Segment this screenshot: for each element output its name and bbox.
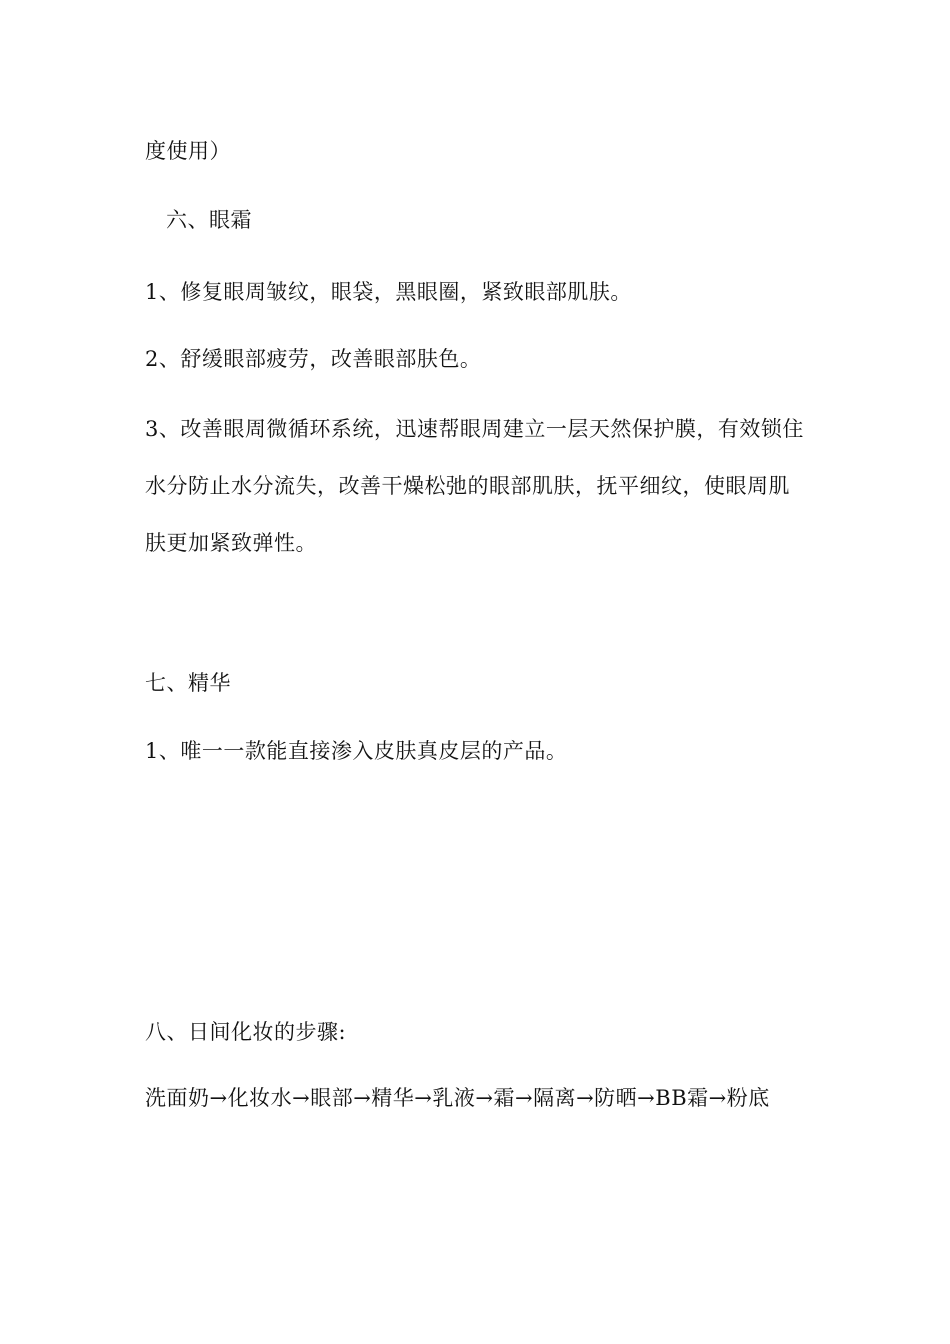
section-7-item-1: 1、唯一一款能直接渗入皮肤真皮层的产品。: [145, 739, 568, 763]
section-8-heading: 八、日间化妆的步骤:: [145, 1020, 347, 1044]
section-6-item-2: 2、舒缓眼部疲劳，改善眼部肤色。: [145, 347, 482, 371]
section-6-item-3: 3、改善眼周微循环系统，迅速帮眼周建立一层天然保护膜，有效锁住水分防止水分流失，改善干燥松弛的眼部肌肤，抚平细纹，使眼周肌肤更加紧致弹性。: [145, 417, 804, 555]
continuation-text: 度使用）: [145, 139, 231, 163]
section-6-item-1: 1、修复眼周皱纹，眼袋，黑眼圈，紧致眼部肌肤。: [145, 280, 632, 304]
section-7-heading: 七、精华: [145, 671, 231, 695]
section-6-heading: 六、眼霜: [166, 208, 252, 232]
section-8-steps: 洗面奶→化妆水→眼部→精华→乳液→霜→隔离→防晒→BB霜→粉底: [145, 1086, 770, 1110]
